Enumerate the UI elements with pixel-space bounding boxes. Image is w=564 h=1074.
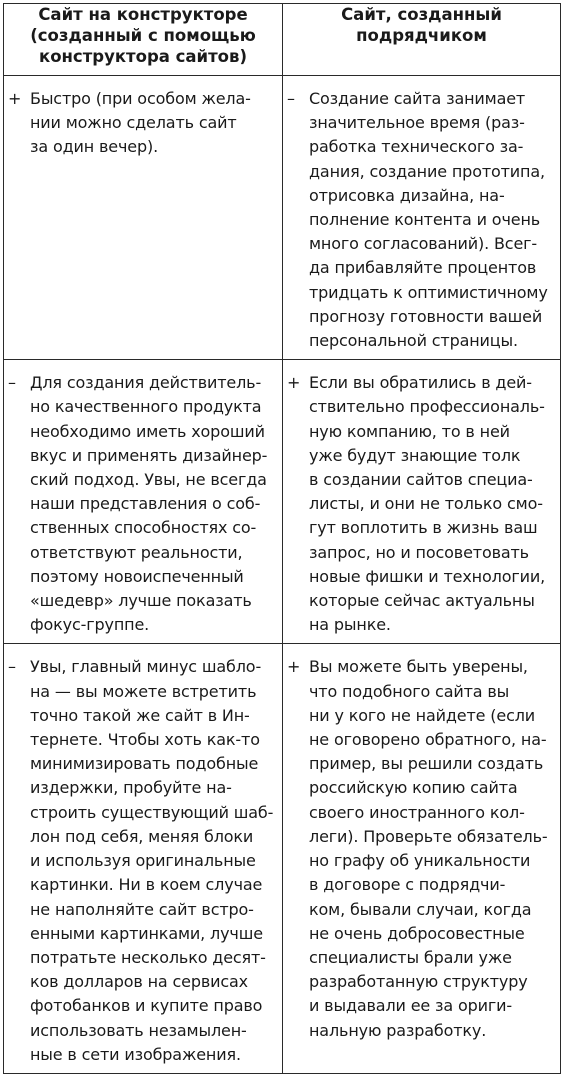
- header-line: подрядчиком: [356, 26, 487, 45]
- cell-text: [309, 655, 552, 1042]
- text-line: гут воплотить в жизнь ваш: [309, 518, 538, 538]
- text-line: уже будут знающие толк: [309, 445, 521, 465]
- contractor-cell: [283, 644, 561, 1073]
- text-line: значительное время (раз-: [309, 113, 525, 133]
- text-line: прогнозу готовности вашей: [309, 306, 543, 326]
- cell-text: [30, 655, 274, 1066]
- text-line: вкус и применять дизайнер-: [30, 445, 268, 465]
- comparison-table: [3, 3, 561, 1074]
- text-line: точно такой же сайт в Ин-: [30, 705, 250, 725]
- text-line: не очень добросовестные: [309, 923, 525, 943]
- text-line: ни у кого не найдете (если: [309, 705, 536, 725]
- text-line: строить существующий шаб-: [30, 802, 274, 822]
- cell-content: [4, 644, 282, 1072]
- builder-cell: [4, 360, 283, 644]
- text-line: тернете. Чтобы хоть как-то: [30, 730, 260, 750]
- builder-cell: [4, 644, 283, 1073]
- text-line: ные в сети изображения.: [30, 1044, 241, 1064]
- text-line: дания, создание прототипа,: [309, 161, 545, 181]
- text-line: не наполняйте сайт встро-: [30, 899, 254, 919]
- cell-content: [283, 76, 560, 359]
- contractor-cell: [283, 360, 561, 644]
- text-line: картинки. Ни в коем случае: [30, 875, 263, 895]
- contractor-cell: [283, 76, 561, 360]
- text-line: специалисты брали уже: [309, 947, 512, 967]
- text-line: нальную разработку.: [309, 1020, 487, 1040]
- table-row: [4, 76, 561, 360]
- text-line: необходимо иметь хороший: [30, 421, 265, 441]
- text-line: Создание сайта занимает: [309, 89, 526, 108]
- minus-marker: –: [8, 657, 16, 677]
- header-line: (созданный с помощью: [30, 26, 256, 45]
- minus-marker: –: [287, 89, 295, 108]
- text-line: леги). Проверьте обязатель-: [309, 826, 548, 846]
- text-line: тридцать к оптимистичному: [309, 282, 548, 302]
- text-line: листы, и они не только смо-: [309, 494, 543, 514]
- text-line: своего иностранного кол-: [309, 802, 525, 822]
- text-line: наши представления о соб-: [30, 494, 261, 514]
- cell-text: [30, 87, 274, 160]
- text-line: поэтому новоиспеченный: [30, 566, 244, 586]
- text-line: новые фишки и технологии,: [309, 566, 546, 586]
- cell-content: [283, 360, 560, 643]
- text-line: что подобного сайта вы: [309, 681, 510, 701]
- cell-text: [30, 371, 274, 637]
- text-line: отрисовка дизайна, на-: [309, 185, 505, 205]
- builder-cell: [4, 76, 283, 360]
- text-line: не оговорено обратного, на-: [309, 730, 547, 750]
- text-line: которые сейчас актуальны: [309, 591, 535, 611]
- text-line: «шедевр» лучше показать: [30, 591, 252, 611]
- text-line: запрос, но и посоветовать: [309, 542, 529, 562]
- text-line: фокус-группе.: [30, 615, 150, 635]
- text-line: потратьте несколько десят-: [30, 947, 266, 967]
- text-line: ответствуют реальности,: [30, 542, 243, 562]
- text-line: издержки, пробуйте на-: [30, 778, 232, 798]
- text-line: на — вы можете встретить: [30, 681, 257, 701]
- cell-content: [4, 360, 282, 643]
- plus-marker: +: [287, 373, 301, 393]
- header-website-builder: [4, 4, 283, 76]
- table-row: [4, 360, 561, 644]
- text-line: в договоре с подрядчи-: [309, 875, 506, 895]
- header-line: конструктора сайтов): [39, 47, 247, 66]
- text-line: использовать незамылен-: [30, 1020, 247, 1040]
- text-line: енными картинками, лучше: [30, 923, 263, 943]
- text-line: ственных способностях со-: [30, 518, 257, 538]
- text-line: Быстро (при особом жела-: [30, 89, 251, 108]
- text-line: много согласований). Всег-: [309, 234, 538, 254]
- text-line: и используя оригинальные: [30, 851, 256, 871]
- text-line: минимизировать подобные: [30, 754, 259, 774]
- text-line: пример, вы решили создать: [309, 754, 544, 774]
- text-line: да прибавляйте процентов: [309, 258, 537, 278]
- table-row: [4, 644, 561, 1073]
- text-line: ствительно профессиональ-: [309, 397, 545, 417]
- text-line: Для создания действитель-: [30, 373, 262, 393]
- text-line: Если вы обратились в дей-: [309, 373, 532, 393]
- text-line: российскую копию сайта: [309, 778, 518, 798]
- text-line: но графу об уникальности: [309, 851, 531, 871]
- cell-text: [309, 371, 552, 637]
- cell-text: [309, 87, 552, 353]
- text-line: ную компанию, то в ней: [309, 421, 510, 441]
- header-line: Сайт, созданный: [341, 5, 502, 24]
- minus-marker: –: [8, 373, 16, 393]
- header-line: Сайт на конструкторе: [38, 5, 248, 24]
- cell-content: [283, 644, 560, 1048]
- header-row: [4, 4, 561, 76]
- text-line: за один вечер).: [30, 137, 159, 157]
- text-line: на рынке.: [309, 615, 391, 635]
- plus-marker: +: [8, 89, 22, 108]
- text-line: Увы, главный минус шабло-: [30, 657, 262, 677]
- text-line: Вы можете быть уверены,: [309, 657, 528, 677]
- text-line: разработанную структуру: [309, 972, 528, 992]
- text-line: фотобанков и купите право: [30, 996, 263, 1016]
- text-line: ком, бывали случаи, когда: [309, 899, 532, 919]
- text-line: нии можно сделать сайт: [30, 113, 237, 133]
- text-line: работка технического за-: [309, 137, 524, 157]
- text-line: в создании сайтов специа-: [309, 470, 533, 490]
- cell-content: [4, 76, 282, 166]
- text-line: ский подход. Увы, не всегда: [30, 470, 267, 490]
- text-line: ков долларов на сервисах: [30, 972, 248, 992]
- text-line: персональной страницы.: [309, 331, 518, 351]
- text-line: и выдавали ее за ориги-: [309, 996, 513, 1016]
- header-contractor: [283, 4, 561, 76]
- text-line: но качественного продукта: [30, 397, 262, 417]
- text-line: полнение контента и очень: [309, 210, 541, 230]
- text-line: лон под себя, меняя блоки: [30, 826, 254, 846]
- plus-marker: +: [287, 657, 301, 677]
